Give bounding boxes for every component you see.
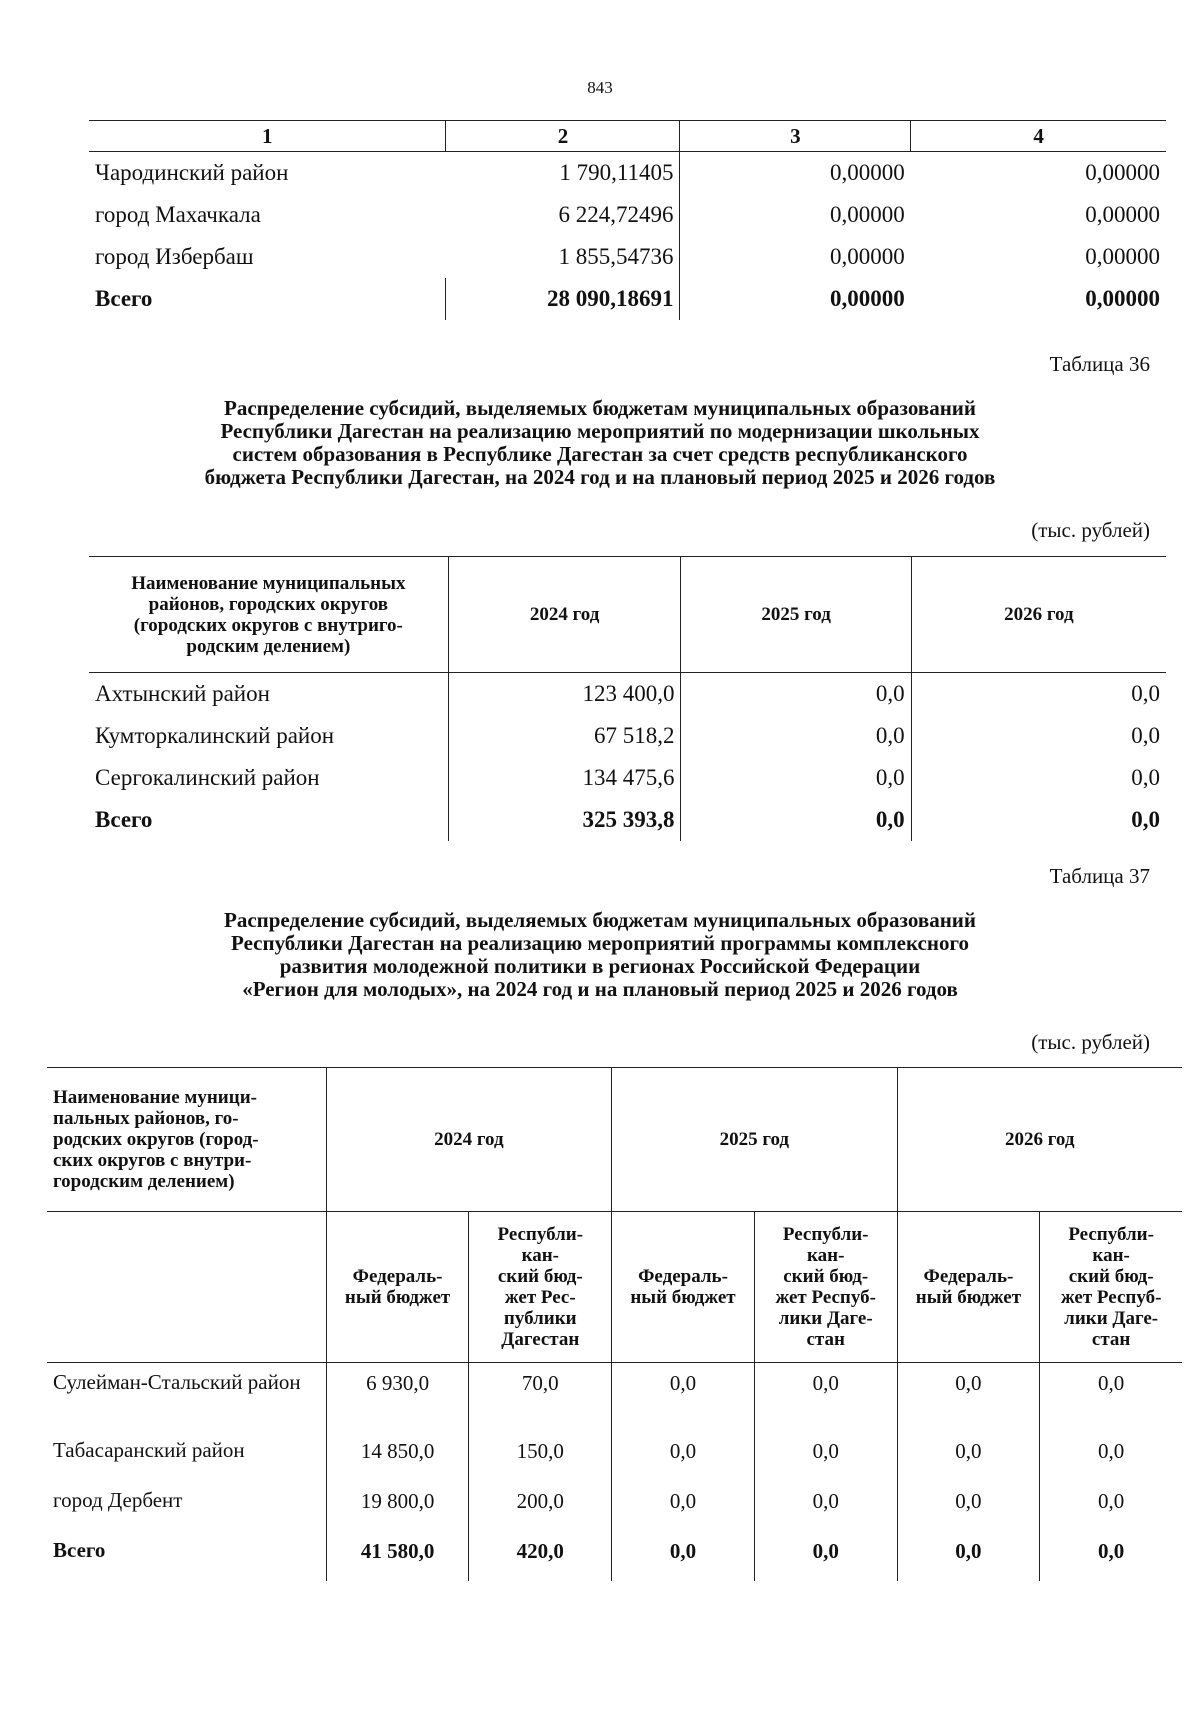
table-37 (47, 1067, 1182, 1581)
column-number: 4 (911, 121, 1166, 152)
table-row (89, 757, 1166, 799)
value-cell: 14 850,0 (326, 1431, 469, 1481)
units-label: (тыс. рублей) (1031, 1030, 1150, 1054)
header-line: стан (806, 1329, 845, 1350)
column-header-federal (897, 1212, 1040, 1363)
value-cell: 0,00000 (1085, 202, 1160, 227)
column-number: 3 (680, 121, 911, 152)
value-cell: 0,00000 (680, 236, 911, 278)
column-header-federal (612, 1212, 755, 1363)
column-header-republican (754, 1212, 897, 1363)
value-cell: 0,00000 (1085, 160, 1160, 185)
title-line: Республики Дагестан на реализацию мероприятий по модернизации школьных (220, 419, 980, 443)
units-label: (тыс. рублей) (1031, 518, 1150, 542)
value-cell: 0,0 (612, 1363, 755, 1432)
title-line: развития молодежной политики в регионах Российской Федерации (279, 954, 921, 978)
header-row-years (47, 1068, 1182, 1212)
table-row (89, 194, 1166, 236)
column-header-2025: 2025 год (612, 1068, 897, 1212)
title-line: Распределение субсидий, выделяемых бюджетам муниципальных образований (224, 396, 976, 420)
region-name: Сулейман-Стальский район (53, 1370, 301, 1394)
value-cell: 1 790,11405 (559, 160, 674, 185)
header-line: пальных районов, го- (53, 1108, 239, 1129)
column-number: 1 (89, 121, 446, 152)
header-line: жет Респуб- (1060, 1287, 1162, 1308)
column-number: 2 (446, 121, 680, 152)
header-line: Федераль- (923, 1266, 1014, 1287)
table-37-title (100, 909, 1100, 1001)
total-label: Всего (53, 1538, 106, 1562)
title-line: Республики Дагестан на реализацию мероприятий программы комплексного (231, 931, 969, 955)
header-row (89, 557, 1166, 673)
table-row (89, 715, 1166, 757)
header-line: лики Даге- (1064, 1308, 1159, 1329)
column-header-2024: 2024 год (448, 557, 681, 673)
region-name: Сергокалинский район (95, 765, 320, 790)
value-cell: 0,0 (612, 1481, 755, 1531)
total-value: 0,00000 (1085, 286, 1160, 311)
title-line: бюджета Республики Дагестан, на 2024 год и на плановый период 2025 и 2026 годов (204, 465, 996, 489)
empty-header-cell (47, 1212, 326, 1363)
column-header-2024: 2024 год (326, 1068, 611, 1212)
column-header-name (89, 557, 448, 673)
header-line: жет Респуб- (775, 1287, 876, 1308)
total-row (47, 1531, 1182, 1581)
header-line: Наименование муниципальных (131, 572, 406, 594)
value-cell: 0,0 (897, 1431, 1040, 1481)
header-line: Дагестан (501, 1329, 580, 1350)
table-36-title (100, 397, 1100, 489)
title-line: систем образования в Республике Дагестан за счет средств республиканского (232, 442, 968, 466)
value-cell: 0,0 (754, 1363, 897, 1432)
column-header-republican (469, 1212, 612, 1363)
total-value: 0,0 (612, 1531, 755, 1581)
page-number: 843 (587, 78, 613, 97)
value-cell: 0,0 (911, 673, 1166, 716)
value-cell: 0,0 (754, 1431, 897, 1481)
total-label: Всего (95, 807, 153, 832)
header-line: районов, городских округов (148, 593, 388, 615)
value-cell: 150,0 (469, 1431, 612, 1481)
value-cell: 200,0 (469, 1481, 612, 1531)
value-cell: 134 475,6 (448, 757, 681, 799)
value-cell: 0,0 (911, 757, 1166, 799)
table-row (89, 152, 1166, 195)
column-header-name (47, 1068, 326, 1212)
header-line: ских округов с внутри- (53, 1150, 252, 1171)
total-value: 28 090,18691 (446, 278, 680, 320)
header-line: Федераль- (352, 1266, 443, 1287)
header-line: кан- (806, 1245, 845, 1266)
region-name: город Дербент (53, 1488, 183, 1512)
header-line: ный бюджет (915, 1287, 1022, 1308)
value-cell: 0,00000 (680, 152, 911, 195)
header-line: жет Рес- (504, 1287, 576, 1308)
table-row (47, 1481, 1182, 1531)
value-cell: 0,0 (681, 757, 911, 799)
header-line: кан- (1092, 1245, 1130, 1266)
total-row (89, 799, 1166, 841)
value-cell: 0,0 (612, 1431, 755, 1481)
header-line: (городских округов с внутриго- (133, 614, 403, 636)
value-cell: 0,0 (681, 673, 911, 716)
header-line: стан (1091, 1329, 1131, 1350)
total-value: 0,00000 (680, 278, 911, 320)
region-name: Табасаранский район (53, 1438, 245, 1462)
table-row (47, 1431, 1182, 1481)
total-value: 0,0 (911, 799, 1166, 841)
value-cell: 0,0 (1040, 1363, 1182, 1432)
header-line: родским делением) (186, 635, 351, 657)
value-cell: 0,0 (754, 1481, 897, 1531)
column-header-2026: 2026 год (911, 557, 1166, 673)
total-value: 0,0 (754, 1531, 897, 1581)
total-value: 325 393,8 (448, 799, 681, 841)
header-line: публики (503, 1308, 577, 1329)
table-36 (89, 556, 1166, 841)
column-header-2025: 2025 год (681, 557, 911, 673)
value-cell: 0,0 (1040, 1481, 1182, 1531)
header-line: Республи- (1068, 1224, 1154, 1245)
header-line: Республи- (497, 1224, 584, 1245)
value-cell: 19 800,0 (326, 1481, 469, 1531)
value-cell: 0,0 (911, 715, 1166, 757)
header-line: Федераль- (638, 1266, 728, 1287)
value-cell: 0,0 (897, 1481, 1040, 1531)
continuation-table (89, 120, 1166, 320)
value-cell: 123 400,0 (448, 673, 681, 716)
table-row (89, 236, 1166, 278)
value-cell: 6 930,0 (326, 1363, 469, 1432)
value-cell: 1 855,54736 (558, 244, 674, 269)
column-header-republican (1040, 1212, 1182, 1363)
total-value: 0,0 (1040, 1531, 1182, 1581)
region-name: Кумторкалинский район (95, 723, 335, 748)
title-line: «Регион для молодых», на 2024 год и на плановый период 2025 и 2026 годов (242, 977, 958, 1001)
header-line: лики Даге- (778, 1308, 873, 1329)
column-number-row (89, 121, 1166, 152)
header-line: Республи- (782, 1224, 869, 1245)
value-cell: 67 518,2 (448, 715, 681, 757)
title-line: Распределение субсидий, выделяемых бюджетам муниципальных образований (224, 908, 976, 932)
total-label: Всего (95, 286, 153, 311)
header-line: ский бюд- (1068, 1266, 1154, 1287)
table-36-label: Таблица 36 (1049, 352, 1150, 376)
region-name: Чародинский район (95, 160, 289, 185)
table-row (47, 1363, 1182, 1432)
value-cell: 0,0 (897, 1363, 1040, 1432)
header-row-budgets (47, 1212, 1182, 1363)
region-name: город Махачкала (95, 202, 261, 227)
table-37-label: Таблица 37 (1049, 864, 1150, 888)
header-line: кан- (521, 1245, 559, 1266)
value-cell: 0,00000 (680, 194, 911, 236)
total-value: 0,0 (681, 799, 911, 841)
total-row (89, 278, 1166, 320)
region-name: Ахтынский район (95, 681, 270, 706)
header-line: Наименование муници- (53, 1087, 257, 1108)
total-value: 41 580,0 (326, 1531, 469, 1581)
header-line: родских округов (город- (53, 1129, 259, 1150)
header-line: ский бюд- (497, 1266, 583, 1287)
column-header-2026: 2026 год (897, 1068, 1182, 1212)
header-line: ный бюджет (630, 1287, 736, 1308)
header-line: городским делением) (53, 1171, 235, 1192)
value-cell: 70,0 (469, 1363, 612, 1432)
total-value: 0,0 (897, 1531, 1040, 1581)
value-cell: 0,0 (1040, 1431, 1182, 1481)
region-name: город Избербаш (95, 244, 254, 269)
header-line: ный бюджет (344, 1287, 451, 1308)
value-cell: 0,00000 (1085, 244, 1160, 269)
value-cell: 6 224,72496 (558, 202, 674, 227)
table-row (89, 673, 1166, 716)
total-value: 420,0 (469, 1531, 612, 1581)
value-cell: 0,0 (681, 715, 911, 757)
column-header-federal (326, 1212, 469, 1363)
header-line: ский бюд- (783, 1266, 869, 1287)
